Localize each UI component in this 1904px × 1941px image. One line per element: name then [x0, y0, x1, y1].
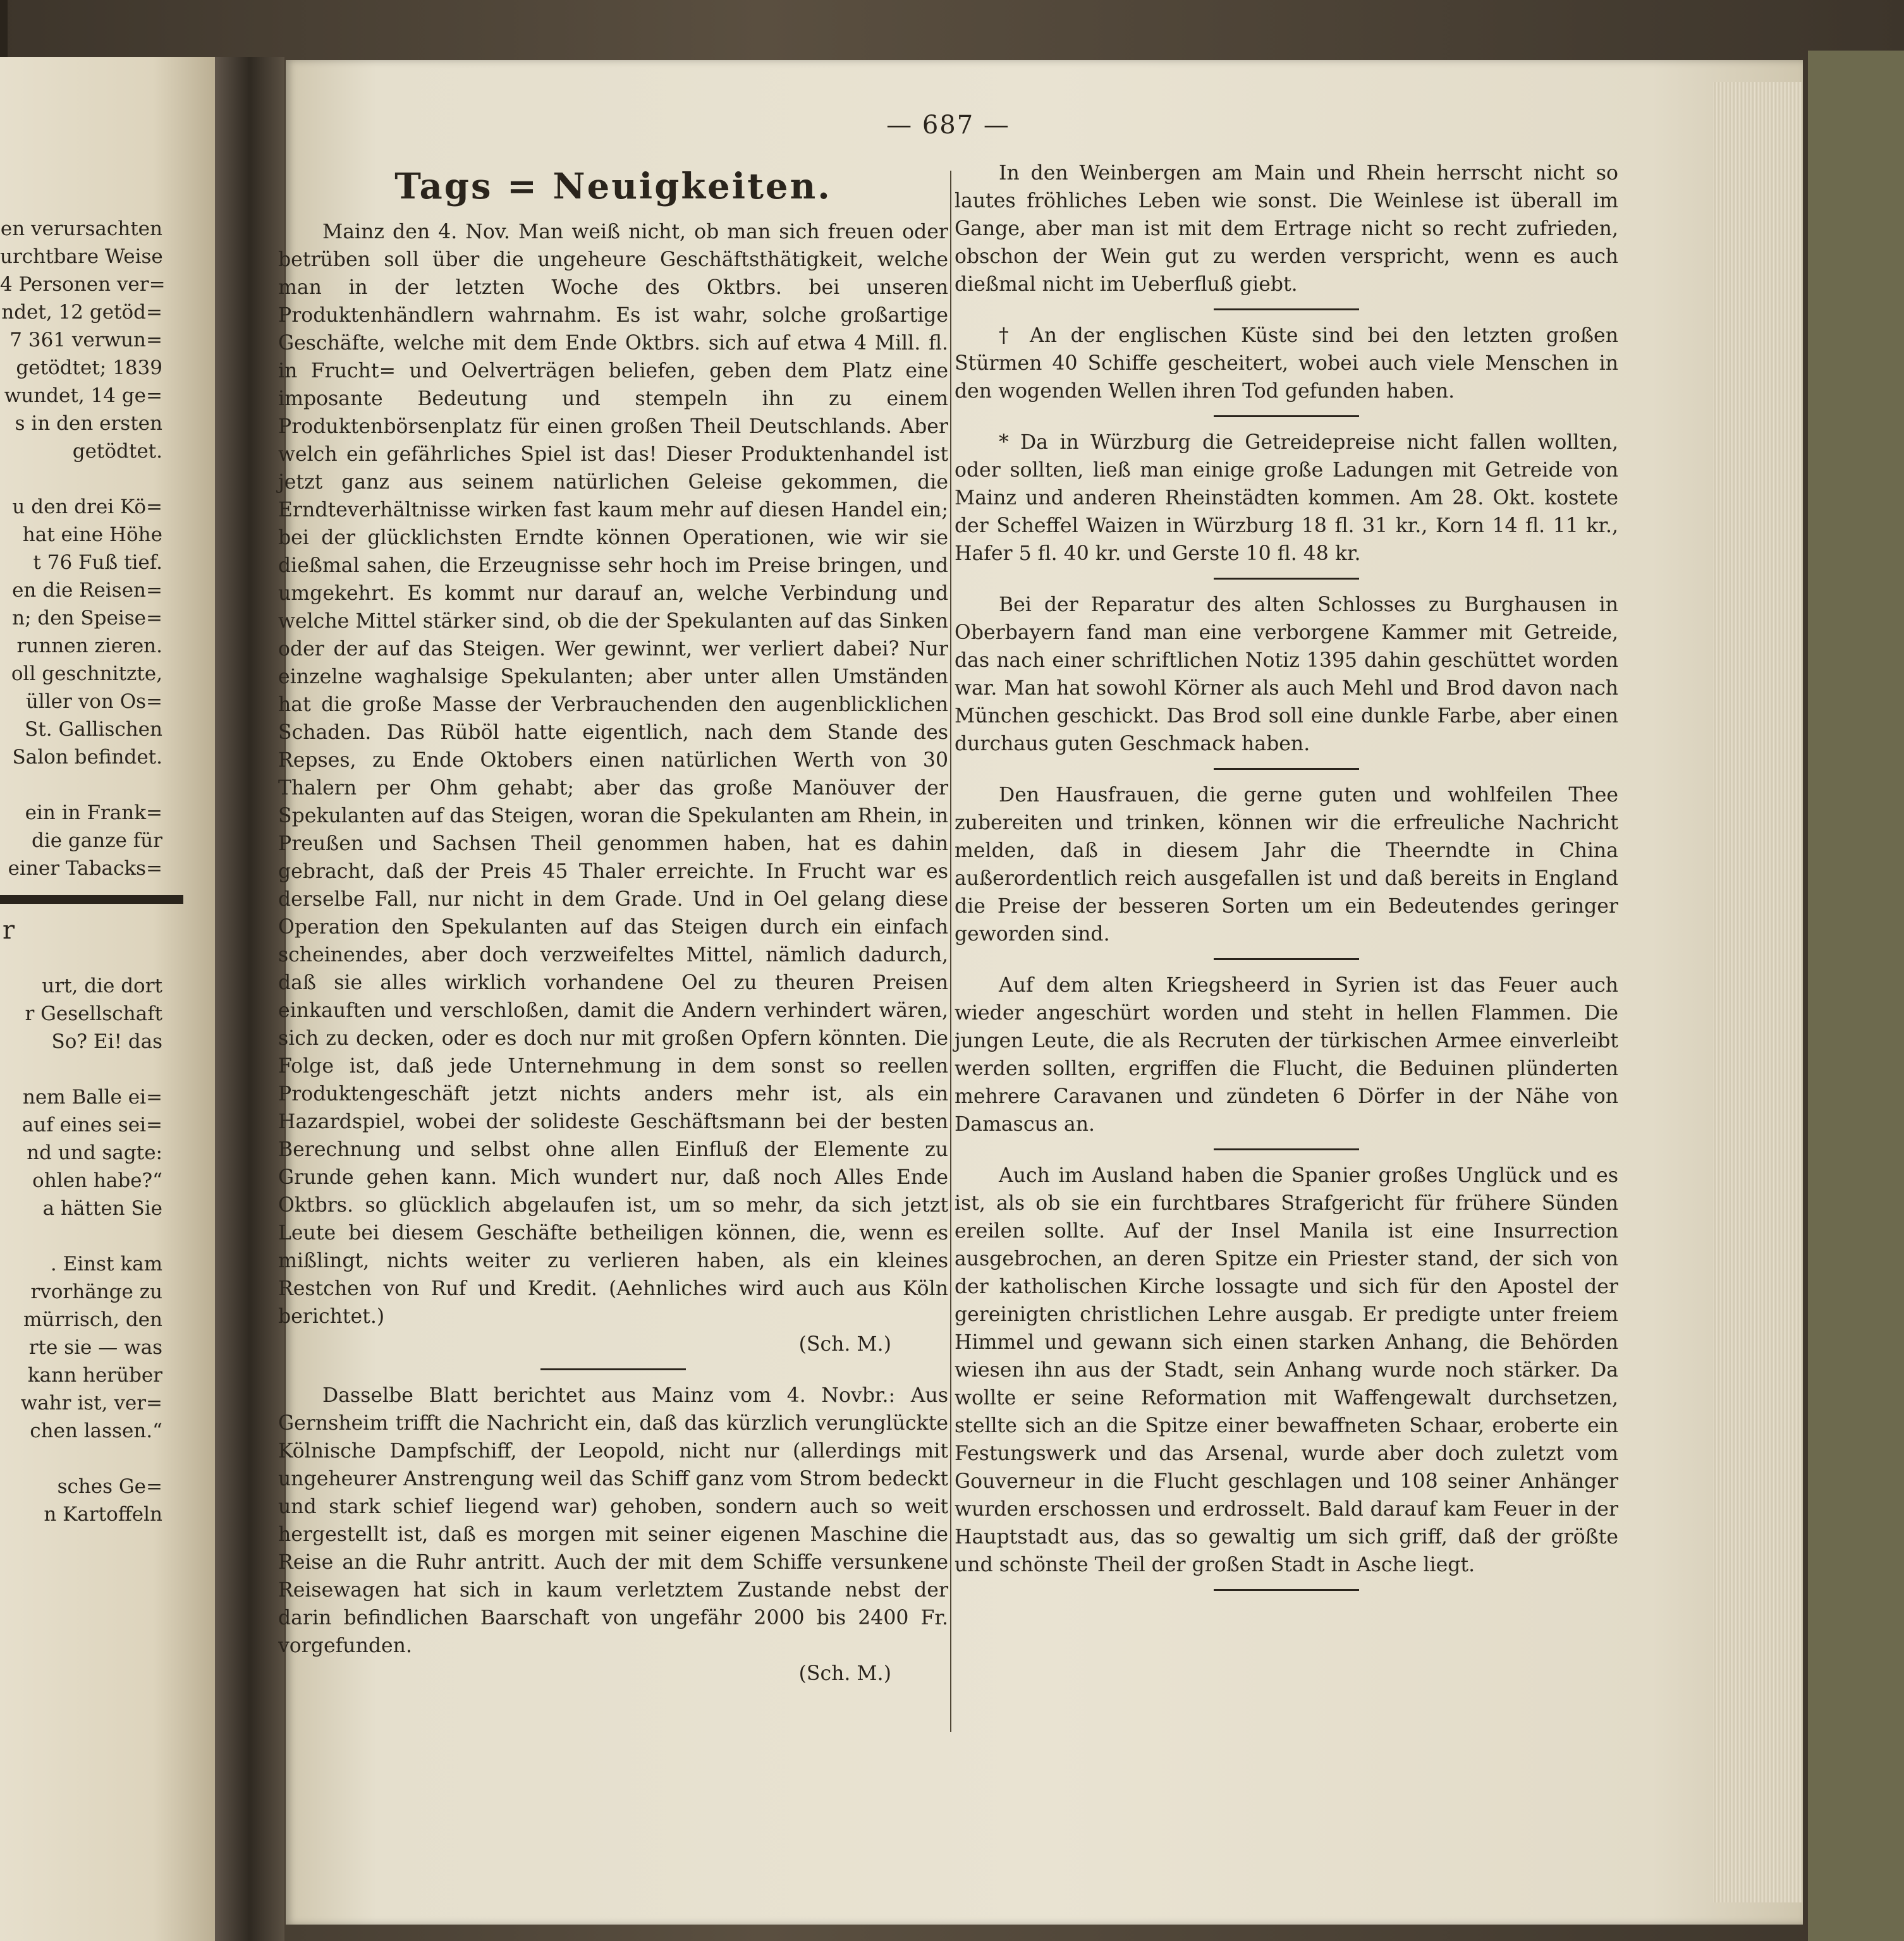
left-line: mürrisch, den: [23, 1308, 162, 1331]
article-separator: [1214, 768, 1359, 770]
left-line: en die Reisen=: [12, 579, 162, 602]
left-page-heading: r: [3, 916, 15, 945]
article-source: (Sch. M.): [798, 1333, 891, 1356]
section-headline: Tags = Neuigkeiten.: [394, 166, 832, 207]
left-line: ein in Frank=: [25, 801, 162, 824]
left-line: ndet, 12 getöd=: [1, 301, 162, 324]
left-line: Salon befindet.: [12, 746, 162, 769]
article-separator: [1214, 308, 1359, 310]
left-line: wundet, 14 ge=: [4, 384, 162, 407]
left-line: rvorhänge zu: [30, 1281, 162, 1303]
article-separator: [1214, 958, 1359, 960]
left-line: St. Gallischen: [25, 718, 162, 741]
left-line: 4 Personen ver=: [0, 273, 166, 296]
left-line: hat eine Höhe: [22, 523, 162, 546]
left-line: runnen zieren.: [16, 635, 162, 657]
left-line: n Kartoffeln: [44, 1503, 162, 1526]
article-gernsheim-steamship: Dasselbe Blatt berichtet aus Mainz vom 4. Novbr.: Aus Gernsheim trifft die Nachricht ein, daß das kürzlich verunglückte Kölnische Dampfschiff, der Leopold, nicht nur (allerdings mit ungeheurer Anstrengung weil das Schiff ganz vom Strom bedeckt und stark schief liegend war) gehoben, sondern auch so weit hergestellt ist, daß es morgen mit seiner eigenen Maschine die Reise an die Ruhr antritt. Auch der mit dem Schiffe versunkene Reisewagen hat sich in kaum verletztem Zustande nebst der darin befindlichen Baarschaft von ungefähr 2000 bis 2400 Fr. vorgefunden.: [278, 1384, 948, 1657]
left-line: getödtet; 1839: [16, 356, 162, 379]
left-separator-rule: [0, 895, 183, 904]
left-line: nem Balle ei=: [22, 1086, 162, 1109]
article-syria: Auf dem alten Kriegsheerd in Syrien ist das Feuer auch wieder angeschürt worden und steht in hellen Flammen. Die jungen Leute, die als Recruten der türkischen Armee einverleibt werden sollten, ergriffen die Flucht, die Beduinen plünderten mehrere Caravanen und zündeten 6 Dörfer in der Nähe von Damascus an.: [955, 974, 1618, 1136]
left-line: urchtbare Weise: [0, 245, 163, 268]
page-number: — 687 —: [886, 111, 1010, 140]
left-line: chen lassen.“: [30, 1420, 162, 1442]
left-line: wahr ist, ver=: [20, 1392, 162, 1415]
left-line: urt, die dort: [42, 975, 162, 997]
left-line: sches Ge=: [57, 1475, 162, 1498]
article-source: (Sch. M.): [798, 1662, 891, 1685]
article-mainz-produce-trade: Mainz den 4. Nov. Man weiß nicht, ob man sich freuen oder betrüben soll über die ungeheure Geschäftsthätigkeit, welche man in der letzten Woche des Oktbrs. bei unseren Produktenhändlern wahrnahm. Es ist wahr, solche großartige Geschäfte, welche mit dem Ende Oktbrs. sich auf etwa 4 Mill. fl. in Frucht= und Oelverträgen beliefen, geben dem Platz eine imposante Bedeutung und stempeln ihn zu einem Produktenbörsenplatz für einen großen Theil Deutschlands. Aber welch ein gefährliches Spiel ist das! Dieser Produktenhandel ist jetzt ganz aus seinem natürlichen Geleise gekommen, die Erndteverhältnisse wirken fast kaum mehr auf diesen Handel ein; bei der glücklichsten Erndte können Operationen, wie wir sie dießmal sahen, die Erzeugnisse sehr hoch im Preise bringen, und umgekehrt. Es kommt nur darauf an, welche Verbindung und welche Mittel stärker sind, ob die der Spekulanten auf das Sinken oder der auf das Steigen. Wer gewinnt, wer verliert dabei? Nur einzelne waghalsige Spekulanten; aber unter allen Umständen hat die große Masse der Verbrauchenden den augenblicklichen Schaden. Das Rüböl hatte eigentlich, nach dem Stande des Repses, zu Ende Oktobers einen natürlichen Werth von 30 Thalern per Ohm gehabt; aber das große Manöuver der Spekulanten auf das Steigen, woran die Spekulanten am Rhein, in Preußen und Sachsen Theil genommen haben, hat es dahin gebracht, daß der Preis 45 Thaler erreichte. In Frucht war es derselbe Fall, nur nicht in dem Grade. Und in Oel gelang diese Operation den Spekulanten auf das Steigen durch ein einfach scheinendes, aber doch verzweifeltes Mittel, nämlich dadurch, daß sie alles wirklich vorhandene Oel zu theuren Preisen einkauften und verschloßen, damit die Andern verhindert wären, sich zu decken, oder es doch nur mit großen Opfern könnten. Die Folge ist, daß jede Unternehmung in dem sonst so reellen Produktengeschäft jetzt nichts anders mehr ist, als ein Hazardspiel, wobei der solideste Geschäftsmann bei der besten Berechnung und selbst ohne allen Einfluß der Elemente zu Grunde gehen kann. Mich wundert nur, daß noch Alles Ende Oktbrs. so glücklich abgelaufen ist, um so mehr, da sich jetzt Leute bei diesem Geschäfte betheiligen können, die, wenn es mißlingt, nichts weiter zu verlieren haben, als ein kleines Restchen von Ruf und Kredit. (Aehnliches wird auch aus Köln berichtet.): [278, 221, 948, 1328]
article-manila-insurrection: Auch im Ausland haben die Spanier großes Unglück und es ist, als ob sie ein furchtbares Strafgericht für frühere Sünden ereilen sollte. Auf der Insel Manila ist eine Insurrection ausgebrochen, an deren Spitze ein Priester stand, der sich von der katholischen Kirche lossagte und sich für den Apostel der gereinigten christlichen Lehre ausgab. Er predigte unter freiem Himmel und gewann sich einen starken Anhang, die Behörden wiesen ihn aus der Stadt, sein Anhang wurde noch stärker. Da wollte er seine Reformation mit Waffengewalt durchsetzen, stellte sich an die Spitze einer bewaffneten Schaar, eroberte ein Festungswerk und das Arsenal, wurde aber doch zuletzt vom Gouverneur in die Flucht geschlagen und 108 seiner Anhänger wurden erschossen und erdrosselt. Bald darauf kam Feuer in der Hauptstadt aus, das so gewaltig um sich griff, daß der größte und schönste Theil der großen Stadt in Asche liegt.: [955, 1164, 1618, 1576]
left-line: r Gesellschaft: [25, 1002, 162, 1025]
left-line: getödtet.: [72, 440, 162, 463]
left-page-text: [0, 215, 218, 1528]
article-separator: [1214, 1148, 1359, 1150]
left-line: die ganze für: [31, 829, 162, 852]
book-cover-edge: [1808, 51, 1904, 1941]
left-line: t 76 Fuß tief.: [33, 551, 162, 574]
left-line: So? Ei! das: [51, 1030, 162, 1053]
article-tea-harvest: Den Hausfrauen, die gerne guten und wohlfeilen Thee zubereiten und trinken, können wir die erfreuliche Nachricht melden, daß in diesem Jahr die Theerndte in China außerordentlich reich ausgefallen ist und daß bereits in England die Preise der besseren Sorten um ein Bedeutendes geringer geworden sind.: [955, 784, 1618, 946]
left-line: einer Tabacks=: [8, 857, 162, 880]
left-line: a hätten Sie: [42, 1197, 162, 1220]
left-line: oll geschnitzte,: [11, 662, 162, 685]
left-line: s in den ersten: [15, 412, 162, 435]
column-right: [955, 159, 1618, 1602]
article-separator: [1214, 415, 1359, 417]
article-vineyards: In den Weinbergen am Main und Rhein herrscht nicht so lautes fröhliches Leben wie sonst. Die Weinlese ist überall im Gange, aber man ist mit dem Ertrage nicht so recht zufrieden, obschon der Wein gut zu werden verspricht, wenn es auch dießmal nicht im Ueberfluß giebt.: [955, 162, 1618, 296]
left-line: ohlen habe?“: [32, 1169, 162, 1192]
article-english-coast: † An der englischen Küste sind bei den letzten großen Stürmen 40 Schiffe gescheitert, wobei auch viele Menschen in den wogenden Wellen ihren Tod gefunden haben.: [955, 324, 1618, 403]
article-wuerzburg-grain: * Da in Würzburg die Getreidepreise nicht fallen wollten, oder sollten, ließ man einige große Ladungen mit Getreide von Mainz und anderen Rheinstädten kommen. Am 28. Okt. kostete der Scheffel Waizen in Würzburg 18 fl. 31 kr., Korn 14 fl. 11 kr., Hafer 5 fl. 40 kr. und Gerste 10 fl. 48 kr.: [955, 431, 1618, 565]
left-line: en verursachten: [0, 217, 162, 240]
left-line: . Einst kam: [50, 1253, 162, 1275]
left-line: 7 361 verwun=: [9, 329, 162, 351]
left-line: u den drei Kö=: [12, 496, 162, 518]
column-left: [278, 218, 948, 1688]
left-line: n; den Speise=: [12, 607, 162, 630]
article-burghausen-castle: Bei der Reparatur des alten Schlosses zu Burghausen in Oberbayern fand man eine verborgene Kammer mit Getreide, das nach einer schriftlichen Notiz 1395 dahin geschüttet worden war. Man hat sowohl Körner als auch Mehl und Brod davon nach München geschickt. Das Brod soll eine dunkle Farbe, aber einen durchaus guten Geschmack haben.: [955, 593, 1618, 755]
left-page: [0, 57, 218, 1941]
book-gutter: [215, 57, 284, 1941]
left-line: rte sie — was: [28, 1336, 162, 1359]
article-separator: [1214, 578, 1359, 580]
left-line: üller von Os=: [25, 690, 162, 713]
left-line: kann herüber: [27, 1364, 162, 1387]
column-divider: [950, 171, 951, 1732]
article-separator: [1214, 1589, 1359, 1591]
left-line: auf eines sei=: [21, 1114, 162, 1136]
left-line: nd und sagte:: [27, 1141, 162, 1164]
page-edges: [1713, 82, 1802, 1902]
article-separator: [540, 1368, 686, 1370]
